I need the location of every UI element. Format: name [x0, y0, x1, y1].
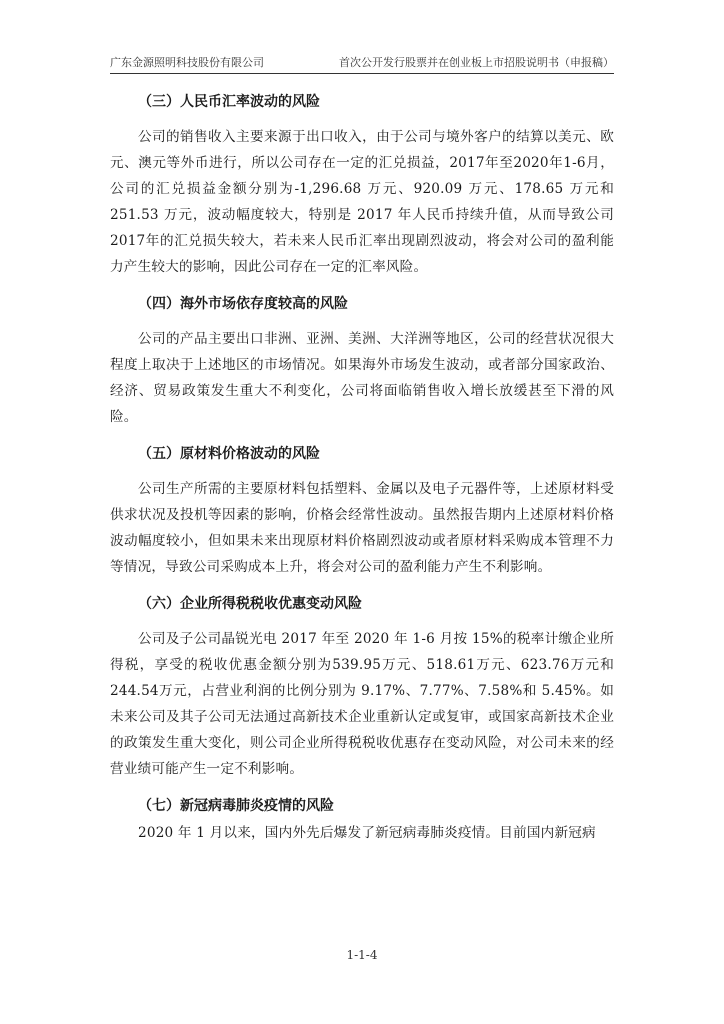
page-number: 1-1-4	[346, 948, 378, 962]
section-body-4: 公司的产品主要出口非洲、亚洲、美洲、大洋洲等地区，公司的经营状况很大程度上取决于上述地区的市场情况。如果海外市场发生波动，或者部分国家政治、经济、贸易政策发生重大不利变化，公司将面临销售收入增长放缓甚至下滑的风险。	[110, 331, 614, 425]
section-body-7: 2020 年 1 月以来，国内外先后爆发了新冠病毒肺炎疫情。目前国内新冠病	[138, 825, 596, 841]
page-header	[110, 50, 614, 74]
header-doc-title: 首次公开发行股票并在创业板上市招股说明书（申报稿）	[339, 56, 614, 69]
section-title-5: （五）原材料价格波动的风险	[138, 446, 320, 462]
section-title-4: （四）海外市场依存度较高的风险	[138, 296, 348, 312]
section-title-7: （七）新冠病毒肺炎疫情的风险	[138, 798, 334, 814]
section-title-6: （六）企业所得税税收优惠变动风险	[138, 596, 362, 612]
page-content	[110, 88, 614, 846]
header-company: 广东金源照明科技股份有限公司	[110, 56, 264, 69]
section-title-3: （三）人民币汇率波动的风险	[138, 94, 320, 110]
section-body-3: 公司的销售收入主要来源于出口收入，由于公司与境外客户的结算以美元、欧元、澳元等外币进行，所以公司存在一定的汇兑损益，2017年至2020年1-6月，公司的汇兑损益金额分别为-1,296.68 万元、920.09 万元、178.65 万元和251.53 万元，波动幅度较大，特别是 2017 年人民币持续升值，从而导致公司2017年的汇兑损失较大，若未来人民币汇率出现剧烈波动，将会对公司的盈利能力产生较大的影响，因此公司存在一定的汇率风险。	[110, 129, 614, 275]
section-body-6: 公司及子公司晶锐光电 2017 年至 2020 年 1-6 月按 15%的税率计缴企业所得税，享受的税收优惠金额分别为539.95万元、518.61万元、623.76万元和244.54万元，占营业利润的比例分别为 9.17%、7.77%、7.58%和 5.45%。如未来公司及其子公司无法通过高新技术企业重新认定或复审，或国家高新技术企业的政策发生重大变化，则公司企业所得税税收优惠存在变动风险，对公司未来的经营业绩可能产生一定不利影响。	[110, 631, 614, 777]
section-body-5: 公司生产所需的主要原材料包括塑料、金属以及电子元器件等，上述原材料受供求状况及投机等因素的影响，价格会经常性波动。虽然报告期内上述原材料价格波动幅度较小，但如果未来出现原材料价格剧烈波动或者原材料采购成本管理不力等情况，导致公司采购成本上升，将会对公司的盈利能力产生不利影响。	[110, 481, 614, 575]
